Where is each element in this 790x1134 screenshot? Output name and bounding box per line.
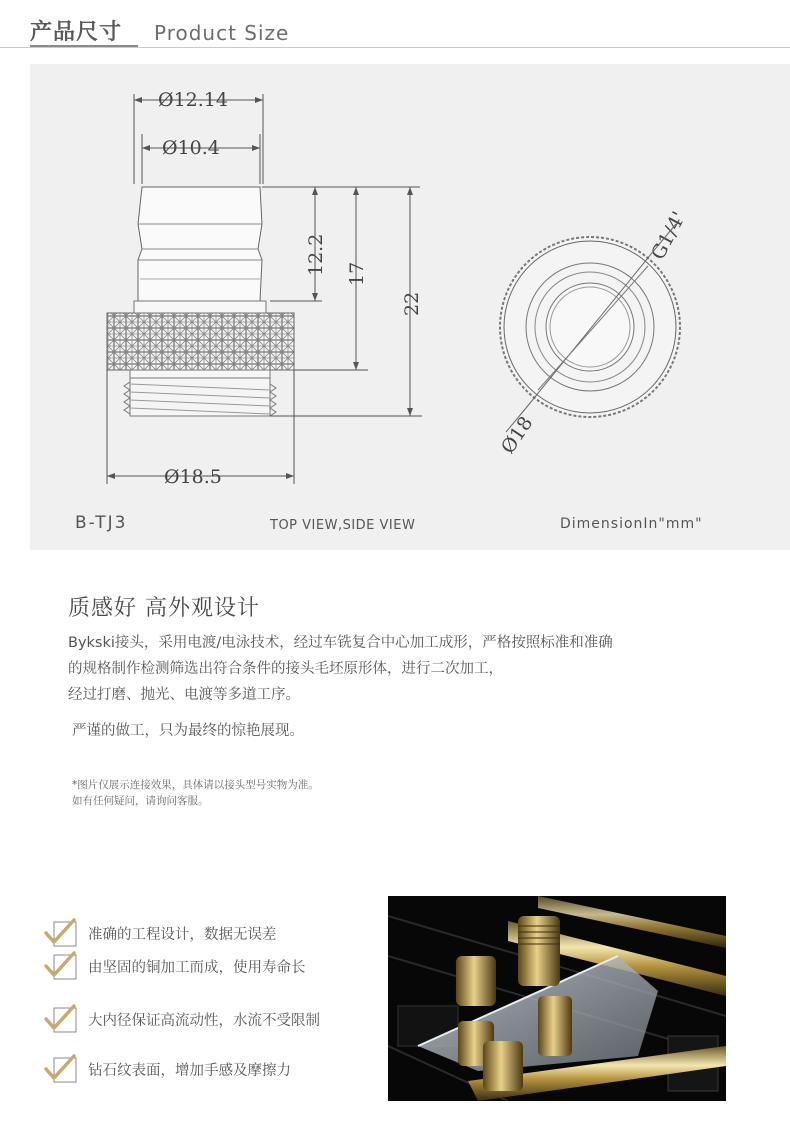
checkmark-icon [44, 918, 78, 948]
dim-diameter-18-5: Ø18.5 [164, 466, 222, 488]
technical-drawing [30, 64, 790, 550]
product-photo [388, 896, 726, 1101]
dim-diameter-10-4: Ø10.4 [162, 137, 220, 159]
section-title-cn: 产品尺寸 [30, 20, 123, 45]
header-divider [0, 47, 790, 48]
description-line-1: Bykski接头，采用电渡/电泳技术，经过车铣复合中心加工成形，严格按照标准和准确 [68, 635, 613, 651]
unit-label: DimensionIn"mm" [560, 516, 703, 532]
feature-text: 准确的工程设计，数据无误差 [88, 927, 277, 943]
view-label: TOP VIEW,SIDE VIEW [270, 518, 416, 533]
dim-diameter-12-14: Ø12.14 [158, 89, 228, 111]
note-line-1: *图片仅展示连接效果，具体请以接头型号实物为准。 [72, 779, 319, 791]
note-line-2: 如有任何疑问，请询问客服。 [72, 795, 209, 807]
product-photo-illustration [388, 896, 726, 1101]
description-line-3: 经过打磨、抛光、电渡等多道工序。 [68, 687, 300, 703]
section-header [0, 0, 790, 50]
checkmark-icon [44, 1004, 78, 1034]
model-code: B-TJ3 [75, 513, 128, 533]
description-line-2: 的规格制作检测筛选出符合条件的接头毛坯原形体，进行二次加工， [68, 661, 503, 677]
dim-height-17: 17 [346, 261, 368, 286]
feature-text: 钻石纹表面，增加手感及摩擦力 [88, 1063, 291, 1079]
checkmark-icon [44, 951, 78, 981]
dim-thread-g1-4: G1/4' [646, 208, 691, 264]
feature-text: 由坚固的铜加工而成，使用寿命长 [88, 960, 306, 976]
description-heading: 质感好 高外观设计 [68, 596, 260, 621]
technical-drawing-panel [30, 64, 790, 550]
dim-height-22: 22 [401, 291, 423, 316]
section-title-en: Product Size [154, 21, 290, 45]
checkmark-icon [44, 1054, 78, 1084]
dim-diameter-18: Ø18 [496, 412, 538, 458]
feature-text: 大内径保证高流动性，水流不受限制 [88, 1013, 320, 1029]
dim-height-12-2: 12.2 [305, 233, 327, 276]
side-view-fitting [107, 187, 294, 416]
description-line-4: 严谨的做工，只为最终的惊艳展现。 [72, 723, 304, 739]
